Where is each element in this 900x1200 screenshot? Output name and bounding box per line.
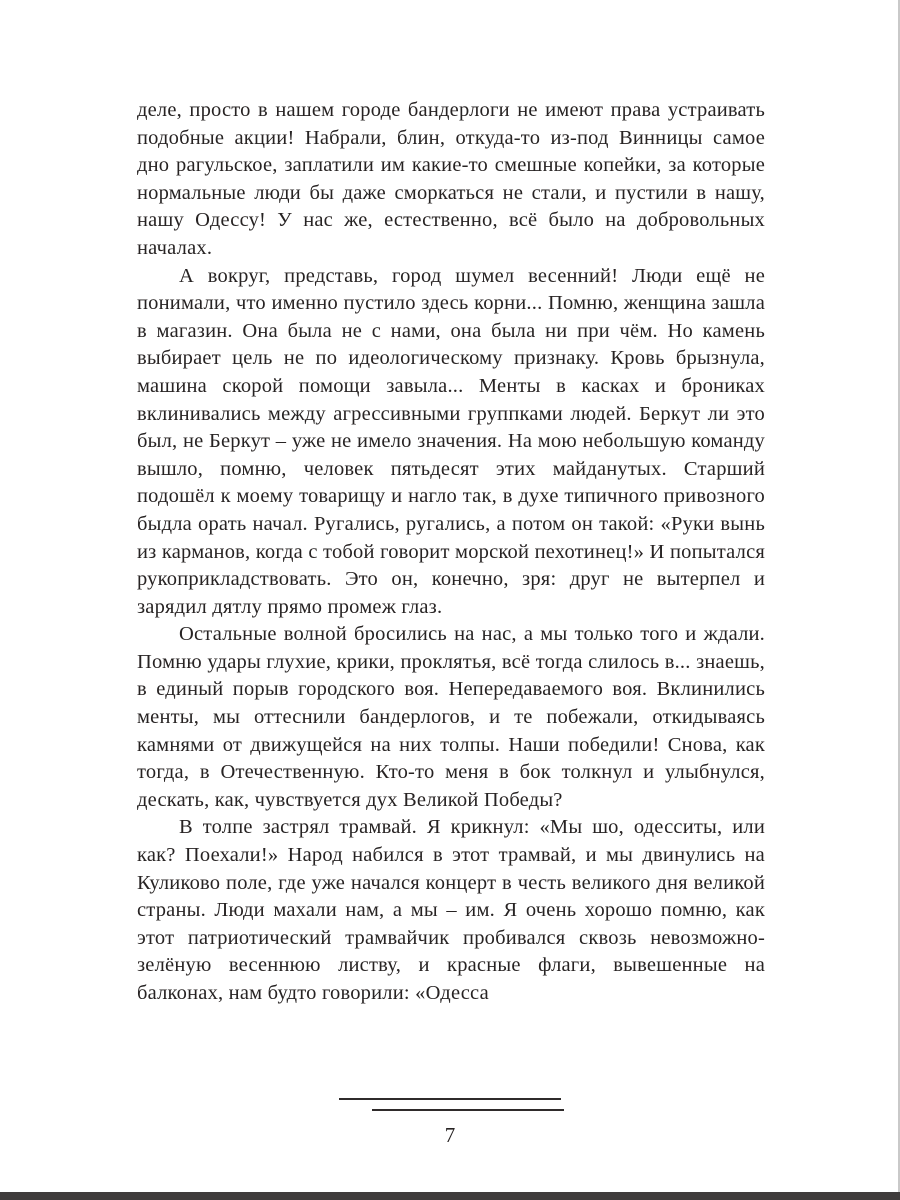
page-number: 7	[444, 1123, 456, 1147]
footer-divider-line-top	[339, 1098, 561, 1100]
paragraph: Остальные волной бросились на нас, а мы только того и ждали. Помню удары глухие, крики, проклятья, всё тогда слилось в... знаешь, в единый порыв городского воя. Непередаваемого воя. Вклинились менты, мы оттеснили бандерлогов, и те побежали, откидываясь камнями от движущейся на них толпы. Наши победили! Снова, как тогда, в Отечественную. Кто-то меня в бок толкнул и улыбнулся, дескать, как, чувствуется дух Великой Победы?	[137, 623, 765, 811]
paragraph-continuation: деле, просто в нашем городе бандерлоги не имеют права устраивать подобные акции! Набрали, блин, откуда-то из-под Винницы самое дно рагульское, заплатили им какие-то смешные копейки, за которые нормальные люди бы даже сморкаться не стали, и пустили в нашу, нашу Одессу! У нас же, естественно, всё было на добровольных началах.	[137, 99, 765, 259]
footer-divider	[0, 1098, 900, 1111]
paragraph: В толпе застрял трамвай. Я крикнул: «Мы шо, одесситы, или как? Поехали!» Народ набился в этот трамвай, и мы двинулись на Куликово поле, где уже начался концерт в честь великого дня великой страны. Люди махали нам, а мы – им. Я очень хорошо помню, как этот патриотический трамвайчик пробивался сквозь невозможно-зелёную весеннюю листву, и красные флаги, вывешенные на балконах, нам будто говорили: «Одесса	[137, 816, 765, 1004]
footer-divider-line-bottom	[372, 1109, 564, 1111]
page-text	[137, 97, 765, 1008]
paragraph: А вокруг, представь, город шумел весенний! Люди ещё не понимали, что именно пустило здесь корни... Помню, женщина зашла в магазин. Она была не с нами, она была ни при чём. Но камень выбирает цель не по идеологическому признаку. Кровь брызнула, машина скорой помощи завыла... Менты в касках и брониках вклинивались между агрессивными группками людей. Беркут ли это был, не Беркут – уже не имело значения. На мою небольшую команду вышло, помню, человек пятьдесят этих майданутых. Старший подошёл к моему товарищу и нагло так, в духе типичного привозного быдла орать начал. Ругались, ругались, а потом он такой: «Руки вынь из карманов, когда с тобой говорит морской пехотинец!» И попытался рукоприкладствовать. Это он, конечно, зря: друг не вытерпел и зарядил дятлу прямо промеж глаз.	[137, 264, 765, 618]
scan-edge-bottom	[0, 1192, 900, 1200]
